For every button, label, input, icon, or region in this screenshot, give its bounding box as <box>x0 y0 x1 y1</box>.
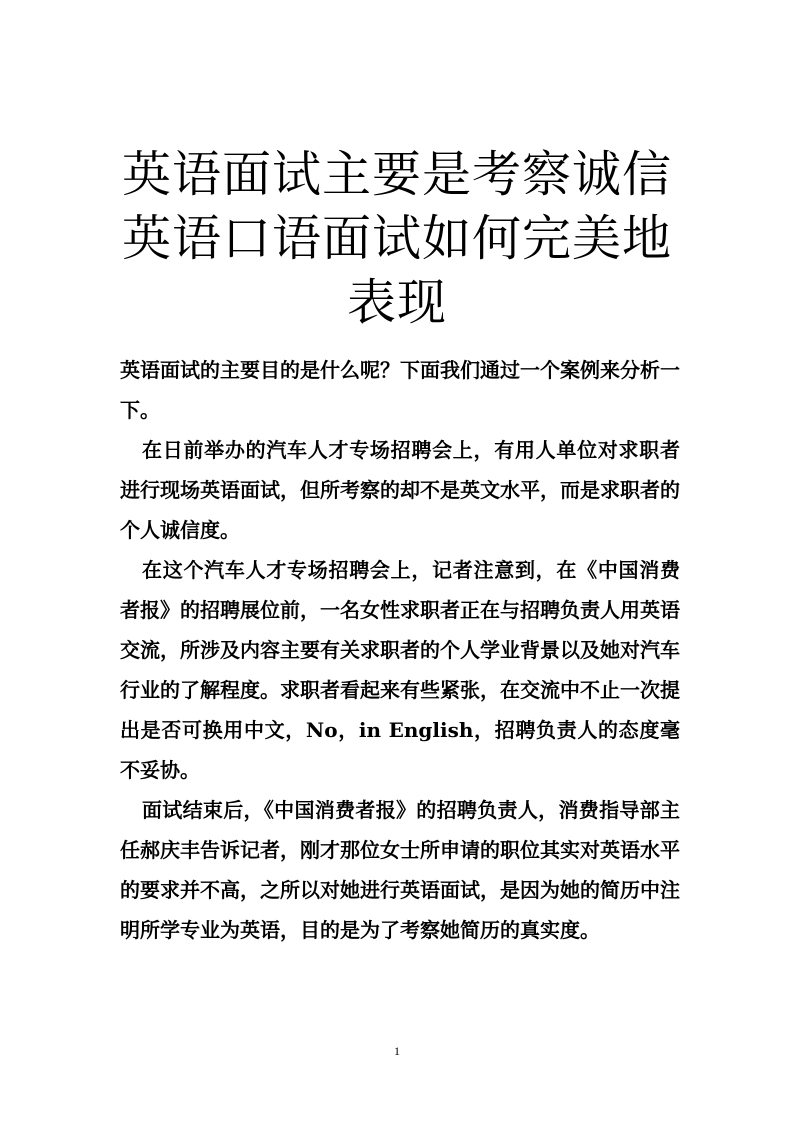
title-line-3: 表现 <box>346 274 447 331</box>
document-title <box>100 143 694 335</box>
title-line-1: 英语面试主要是考察诚信 <box>121 146 672 203</box>
paragraph-explanation: 面试结束后，《中国消费者报》的招聘负责人，消费指导部主任郝庆丰告诉记者，刚才那位女士所申请的职位其实对英语水平的要求并不高，之所以对她进行英语面试，是因为她的简历中注明所学专业为英语，目的是为了考察她简历的真实度。 <box>120 798 680 942</box>
paragraph-interview-scene: 在这个汽车人才专场招聘会上，记者注意到，在《中国消费者报》的招聘展位前，一名女性求职者正在与招聘负责人用英语交流，所涉及内容主要有关求职者的个人学业背景以及她对汽车行业的了解程度。求职者看起来有些紧张，在交流中不止一次提出是否可换用中文，No，in English，招聘负责人的态度毫不妥协。 <box>120 558 680 782</box>
title-line-2: 英语口语面试如何完美地 <box>121 210 672 267</box>
paragraph-job-fair: 在日前举办的汽车人才专场招聘会上，有用人单位对求职者进行现场英语面试，但所考察的却不是英文水平，而是求职者的个人诚信度。 <box>120 438 680 542</box>
paragraph-intro: 英语面试的主要目的是什么呢？下面我们通过一个案例来分析一下。 <box>120 358 680 422</box>
document-body <box>120 350 680 950</box>
page-number: 1 <box>394 1044 400 1058</box>
